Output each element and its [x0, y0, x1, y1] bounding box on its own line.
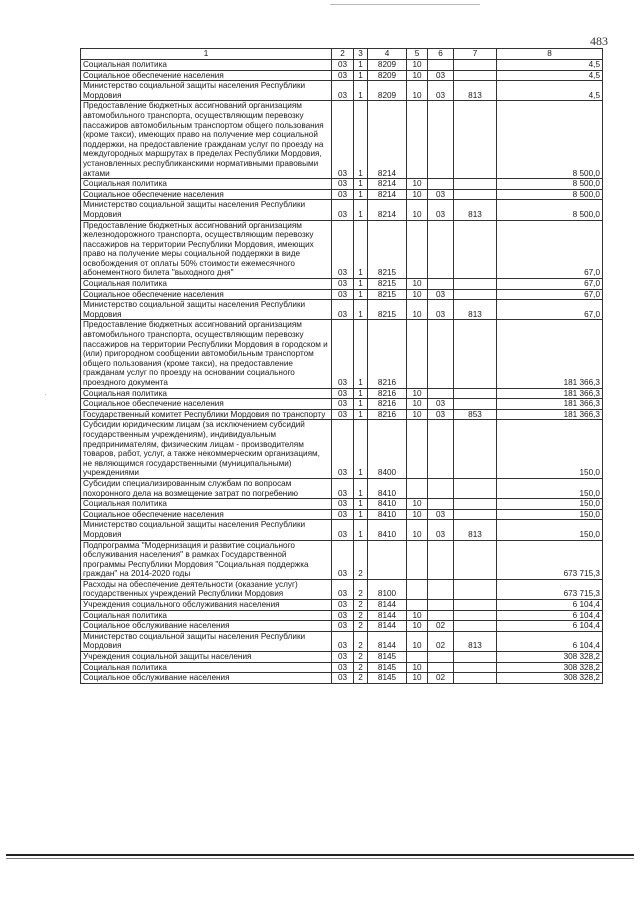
code-program: 03 — [332, 600, 354, 611]
code-program: 03 — [332, 70, 354, 81]
code-section: 10 — [407, 179, 428, 190]
code-target: 8410 — [368, 499, 407, 510]
code-target: 8209 — [368, 81, 407, 101]
row-amount: 181 366,3 — [497, 409, 603, 420]
code-target: 8215 — [368, 289, 407, 300]
code-ministry: 813 — [454, 631, 497, 651]
row-name: Социальная политика — [81, 60, 332, 71]
row-amount: 150,0 — [497, 509, 603, 520]
row-amount: 4,5 — [497, 81, 603, 101]
code-subprogram: 1 — [354, 399, 368, 410]
code-section: 10 — [407, 631, 428, 651]
code-program: 03 — [332, 673, 354, 684]
code-subsection — [428, 610, 454, 621]
row-name: Предоставление бюджетных ассигнований организациям автомобильного транспорта, осуществляющим перевозку пассажиров автомобильным транспортом общего пользования (кроме такси), имеющих право на получение мер социальной поддержки, на предоставление гражданам услуг по проезду на междугородных маршрутах в пределах Республики Мордовия, установленных республиканскими нормативными правовыми актами — [81, 101, 332, 179]
row-name: Социальное обеспечение населения — [81, 289, 332, 300]
code-ministry — [454, 621, 497, 632]
row-amount: 67,0 — [497, 279, 603, 290]
table-row — [81, 499, 603, 510]
row-amount: 8 500,0 — [497, 200, 603, 220]
row-amount: 150,0 — [497, 478, 603, 498]
table-body — [81, 60, 603, 684]
code-subsection: 02 — [428, 631, 454, 651]
row-name: Социальное обеспечение населения — [81, 509, 332, 520]
row-amount: 67,0 — [497, 220, 603, 279]
code-target: 8145 — [368, 662, 407, 673]
code-subprogram: 1 — [354, 388, 368, 399]
row-name: Социальное обеспечение населения — [81, 399, 332, 410]
row-name: Министерство социальной защиты населения Республики Мордовия — [81, 200, 332, 220]
code-section: 10 — [407, 662, 428, 673]
code-program: 03 — [332, 179, 354, 190]
code-program: 03 — [332, 101, 354, 179]
code-subsection: 03 — [428, 509, 454, 520]
code-section: 10 — [407, 621, 428, 632]
code-target — [368, 540, 407, 579]
code-subprogram: 1 — [354, 279, 368, 290]
table-row — [81, 610, 603, 621]
row-name: Социальная политика — [81, 662, 332, 673]
code-program: 03 — [332, 621, 354, 632]
code-target: 8410 — [368, 509, 407, 520]
code-subsection: 03 — [428, 289, 454, 300]
code-program: 03 — [332, 279, 354, 290]
code-section: 10 — [407, 300, 428, 320]
code-subsection — [428, 652, 454, 663]
code-ministry — [454, 70, 497, 81]
code-target: 8214 — [368, 101, 407, 179]
code-subprogram: 1 — [354, 81, 368, 101]
table-row — [81, 540, 603, 579]
code-subprogram: 1 — [354, 189, 368, 200]
header-cell: 8 — [497, 49, 603, 60]
code-section: 10 — [407, 279, 428, 290]
code-program: 03 — [332, 540, 354, 579]
code-program: 03 — [332, 289, 354, 300]
row-amount: 181 366,3 — [497, 388, 603, 399]
code-subsection: 03 — [428, 300, 454, 320]
table-row — [81, 420, 603, 479]
code-ministry — [454, 388, 497, 399]
table-row — [81, 388, 603, 399]
code-subprogram: 1 — [354, 478, 368, 498]
table-row — [81, 60, 603, 71]
code-target: 8144 — [368, 621, 407, 632]
code-target: 8410 — [368, 520, 407, 540]
row-amount: 67,0 — [497, 289, 603, 300]
table-row — [81, 220, 603, 279]
code-subsection — [428, 579, 454, 599]
code-section: 10 — [407, 200, 428, 220]
row-amount: 8 500,0 — [497, 101, 603, 179]
code-target: 8100 — [368, 579, 407, 599]
table-row — [81, 520, 603, 540]
row-name: Социальное обеспечение населения — [81, 189, 332, 200]
row-name: Министерство социальной защиты населения Республики Мордовия — [81, 81, 332, 101]
code-subprogram: 1 — [354, 520, 368, 540]
table-row — [81, 179, 603, 190]
code-ministry: 813 — [454, 300, 497, 320]
code-section: 10 — [407, 388, 428, 399]
code-section — [407, 652, 428, 663]
row-name: Учреждения социального обслуживания населения — [81, 600, 332, 611]
code-target: 8144 — [368, 600, 407, 611]
row-name: Субсидии специализированным службам по вопросам похоронного дела на возмещение затрат по погребению — [81, 478, 332, 498]
code-ministry — [454, 220, 497, 279]
budget-table — [80, 48, 603, 684]
row-name: Социальное обеспечение населения — [81, 70, 332, 81]
code-section — [407, 478, 428, 498]
scan-artifact-line — [330, 4, 480, 5]
code-subprogram: 2 — [354, 610, 368, 621]
code-section — [407, 600, 428, 611]
code-program: 03 — [332, 478, 354, 498]
code-program: 03 — [332, 610, 354, 621]
row-name: Социальная политика — [81, 388, 332, 399]
row-name: Социальное обслуживание населения — [81, 621, 332, 632]
code-subprogram: 1 — [354, 300, 368, 320]
code-program: 03 — [332, 189, 354, 200]
code-section — [407, 220, 428, 279]
code-ministry — [454, 652, 497, 663]
code-subprogram: 1 — [354, 70, 368, 81]
code-program: 03 — [332, 509, 354, 520]
code-ministry — [454, 610, 497, 621]
code-subsection — [428, 279, 454, 290]
row-name: Субсидии юридическим лицам (за исключением субсидий государственным учреждениям), индивидуальным предпринимателям, физическим лицам - производителям товаров, работ, услуг, а также некоммерческим организациям, не являющимся государственными (муниципальными) учреждениями — [81, 420, 332, 479]
code-section — [407, 101, 428, 179]
table-row — [81, 399, 603, 410]
code-subprogram: 1 — [354, 509, 368, 520]
code-target: 8209 — [368, 60, 407, 71]
code-section: 10 — [407, 509, 428, 520]
row-name: Предоставление бюджетных ассигнований организациям автомобильного транспорта, осуществляющим перевозку пассажиров на территории Республики Мордовия в городском и (или) пригородном сообщении автомобильным транспортом общего пользования (кроме такси), на предоставление гражданам услуг по проезду на основании социального проездного документа — [81, 320, 332, 388]
row-name: Социальное обслуживание населения — [81, 673, 332, 684]
code-program: 03 — [332, 388, 354, 399]
code-section — [407, 420, 428, 479]
table-row — [81, 101, 603, 179]
code-ministry — [454, 289, 497, 300]
code-target: 8145 — [368, 652, 407, 663]
code-subsection: 03 — [428, 399, 454, 410]
row-name: Социальная политика — [81, 610, 332, 621]
code-subsection — [428, 320, 454, 388]
code-target: 8400 — [368, 420, 407, 479]
row-name: Министерство социальной защиты населения Республики Мордовия — [81, 300, 332, 320]
code-subprogram: 2 — [354, 631, 368, 651]
row-name: Подпрограмма "Модернизация и развитие социального обслуживания населения" в рамках Государственной программы Республики Мордовия "Социальная поддержка граждан" на 2014-2020 годы — [81, 540, 332, 579]
code-subsection: 03 — [428, 81, 454, 101]
row-amount: 4,5 — [497, 60, 603, 71]
row-name: Учреждения социальной защиты населения — [81, 652, 332, 663]
code-target: 8216 — [368, 409, 407, 420]
row-amount: 6 104,4 — [497, 621, 603, 632]
row-name: Социальная политика — [81, 499, 332, 510]
code-subprogram: 2 — [354, 621, 368, 632]
row-amount: 150,0 — [497, 520, 603, 540]
table-row — [81, 631, 603, 651]
row-amount: 6 104,4 — [497, 610, 603, 621]
footer-rule-thin — [6, 858, 634, 859]
code-subsection — [428, 478, 454, 498]
row-amount: 673 715,3 — [497, 540, 603, 579]
table-row — [81, 662, 603, 673]
row-amount: 4,5 — [497, 70, 603, 81]
header-cell: 1 — [81, 49, 332, 60]
code-program: 03 — [332, 652, 354, 663]
code-ministry — [454, 540, 497, 579]
code-subsection: 03 — [428, 70, 454, 81]
code-target: 8215 — [368, 279, 407, 290]
row-amount: 8 500,0 — [497, 189, 603, 200]
code-ministry: 853 — [454, 409, 497, 420]
code-subprogram: 1 — [354, 200, 368, 220]
code-subsection — [428, 499, 454, 510]
code-section: 10 — [407, 289, 428, 300]
code-subsection — [428, 662, 454, 673]
code-subsection — [428, 220, 454, 279]
row-name: Министерство социальной защиты населения Республики Мордовия — [81, 631, 332, 651]
footer-rule — [6, 854, 634, 856]
code-program: 03 — [332, 631, 354, 651]
code-ministry: 813 — [454, 200, 497, 220]
code-ministry — [454, 189, 497, 200]
table-row — [81, 600, 603, 611]
row-amount: 6 104,4 — [497, 631, 603, 651]
code-subsection: 03 — [428, 200, 454, 220]
code-section — [407, 540, 428, 579]
table-row — [81, 81, 603, 101]
table-row — [81, 673, 603, 684]
code-target: 8216 — [368, 320, 407, 388]
code-subprogram: 2 — [354, 540, 368, 579]
code-program: 03 — [332, 420, 354, 479]
code-program: 03 — [332, 520, 354, 540]
code-subprogram: 1 — [354, 101, 368, 179]
code-subprogram: 1 — [354, 409, 368, 420]
code-section: 10 — [407, 60, 428, 71]
code-program: 03 — [332, 60, 354, 71]
row-name: Государственный комитет Республики Мордовия по транспорту — [81, 409, 332, 420]
table-row — [81, 409, 603, 420]
code-ministry — [454, 478, 497, 498]
code-subsection: 02 — [428, 621, 454, 632]
table-row — [81, 200, 603, 220]
row-amount: 308 328,2 — [497, 662, 603, 673]
header-cell: 6 — [428, 49, 454, 60]
code-subprogram: 2 — [354, 662, 368, 673]
code-target: 8144 — [368, 610, 407, 621]
code-ministry — [454, 579, 497, 599]
table-row — [81, 320, 603, 388]
code-subsection — [428, 179, 454, 190]
code-section — [407, 579, 428, 599]
code-section: 10 — [407, 409, 428, 420]
row-amount: 308 328,2 — [497, 673, 603, 684]
code-section: 10 — [407, 81, 428, 101]
code-ministry — [454, 509, 497, 520]
row-amount: 8 500,0 — [497, 179, 603, 190]
table-row — [81, 70, 603, 81]
header-cell: 3 — [354, 49, 368, 60]
code-section — [407, 320, 428, 388]
code-ministry — [454, 600, 497, 611]
code-subsection — [428, 388, 454, 399]
row-name: Предоставление бюджетных ассигнований организациям железнодорожного транспорта, осуществляющим перевозку пассажиров на территории Республики Мордовия, имеющих право на получение меры социальной поддержки в виде освобождения от оплаты 50% стоимости ежемесячного абонементного билета "выходного дня" — [81, 220, 332, 279]
row-name: Социальная политика — [81, 279, 332, 290]
code-subsection: 02 — [428, 673, 454, 684]
code-subsection — [428, 60, 454, 71]
code-section: 10 — [407, 499, 428, 510]
code-program: 03 — [332, 300, 354, 320]
code-section: 10 — [407, 673, 428, 684]
row-amount: 181 366,3 — [497, 399, 603, 410]
code-ministry: 813 — [454, 520, 497, 540]
code-subprogram: 1 — [354, 320, 368, 388]
code-subprogram: 2 — [354, 673, 368, 684]
code-ministry: 813 — [454, 81, 497, 101]
code-program: 03 — [332, 499, 354, 510]
code-subprogram: 1 — [354, 499, 368, 510]
table-row — [81, 189, 603, 200]
table-row — [81, 289, 603, 300]
row-amount: 150,0 — [497, 420, 603, 479]
code-target: 8144 — [368, 631, 407, 651]
code-target: 8410 — [368, 478, 407, 498]
code-program: 03 — [332, 200, 354, 220]
code-program: 03 — [332, 409, 354, 420]
code-subprogram: 1 — [354, 289, 368, 300]
code-subsection — [428, 600, 454, 611]
code-ministry — [454, 60, 497, 71]
code-program: 03 — [332, 81, 354, 101]
code-subsection: 03 — [428, 189, 454, 200]
table-row — [81, 652, 603, 663]
header-cell: 2 — [332, 49, 354, 60]
margin-mark: · — [44, 390, 47, 399]
code-ministry — [454, 320, 497, 388]
code-ministry — [454, 279, 497, 290]
row-amount: 308 328,2 — [497, 652, 603, 663]
row-amount: 673 715,3 — [497, 579, 603, 599]
code-ministry — [454, 420, 497, 479]
code-program: 03 — [332, 662, 354, 673]
header-cell: 4 — [368, 49, 407, 60]
code-subsection — [428, 540, 454, 579]
header-cell: 5 — [407, 49, 428, 60]
code-section: 10 — [407, 189, 428, 200]
code-subsection — [428, 101, 454, 179]
code-section: 10 — [407, 70, 428, 81]
table-row — [81, 478, 603, 498]
code-target: 8216 — [368, 388, 407, 399]
code-program: 03 — [332, 220, 354, 279]
code-ministry — [454, 399, 497, 410]
code-subprogram: 2 — [354, 579, 368, 599]
code-ministry — [454, 499, 497, 510]
table-row — [81, 509, 603, 520]
code-target: 8214 — [368, 200, 407, 220]
table-row — [81, 279, 603, 290]
row-name: Расходы на обеспечение деятельности (оказание услуг) государственных учреждений Республики Мордовия — [81, 579, 332, 599]
code-ministry — [454, 673, 497, 684]
code-ministry — [454, 179, 497, 190]
table-row — [81, 621, 603, 632]
code-subprogram: 1 — [354, 60, 368, 71]
code-subprogram: 2 — [354, 652, 368, 663]
code-target: 8214 — [368, 179, 407, 190]
table-row — [81, 300, 603, 320]
page-number: 483 — [590, 34, 608, 48]
code-subsection: 03 — [428, 520, 454, 540]
table-header-row — [81, 49, 603, 60]
row-name: Социальная политика — [81, 179, 332, 190]
code-target: 8214 — [368, 189, 407, 200]
code-program: 03 — [332, 579, 354, 599]
code-ministry — [454, 662, 497, 673]
code-target: 8209 — [368, 70, 407, 81]
code-target: 8215 — [368, 220, 407, 279]
code-subsection — [428, 420, 454, 479]
row-amount: 181 366,3 — [497, 320, 603, 388]
code-subprogram: 1 — [354, 179, 368, 190]
code-target: 8145 — [368, 673, 407, 684]
row-amount: 150,0 — [497, 499, 603, 510]
row-name: Министерство социальной защиты населения Республики Мордовия — [81, 520, 332, 540]
code-target: 8216 — [368, 399, 407, 410]
row-amount: 6 104,4 — [497, 600, 603, 611]
code-subprogram: 1 — [354, 420, 368, 479]
code-ministry — [454, 101, 497, 179]
code-program: 03 — [332, 320, 354, 388]
code-subsection: 03 — [428, 409, 454, 420]
code-target: 8215 — [368, 300, 407, 320]
row-amount: 67,0 — [497, 300, 603, 320]
code-program: 03 — [332, 399, 354, 410]
header-cell: 7 — [454, 49, 497, 60]
code-section: 10 — [407, 520, 428, 540]
code-section: 10 — [407, 399, 428, 410]
table-row — [81, 579, 603, 599]
code-subprogram: 1 — [354, 220, 368, 279]
code-section: 10 — [407, 610, 428, 621]
code-subprogram: 2 — [354, 600, 368, 611]
